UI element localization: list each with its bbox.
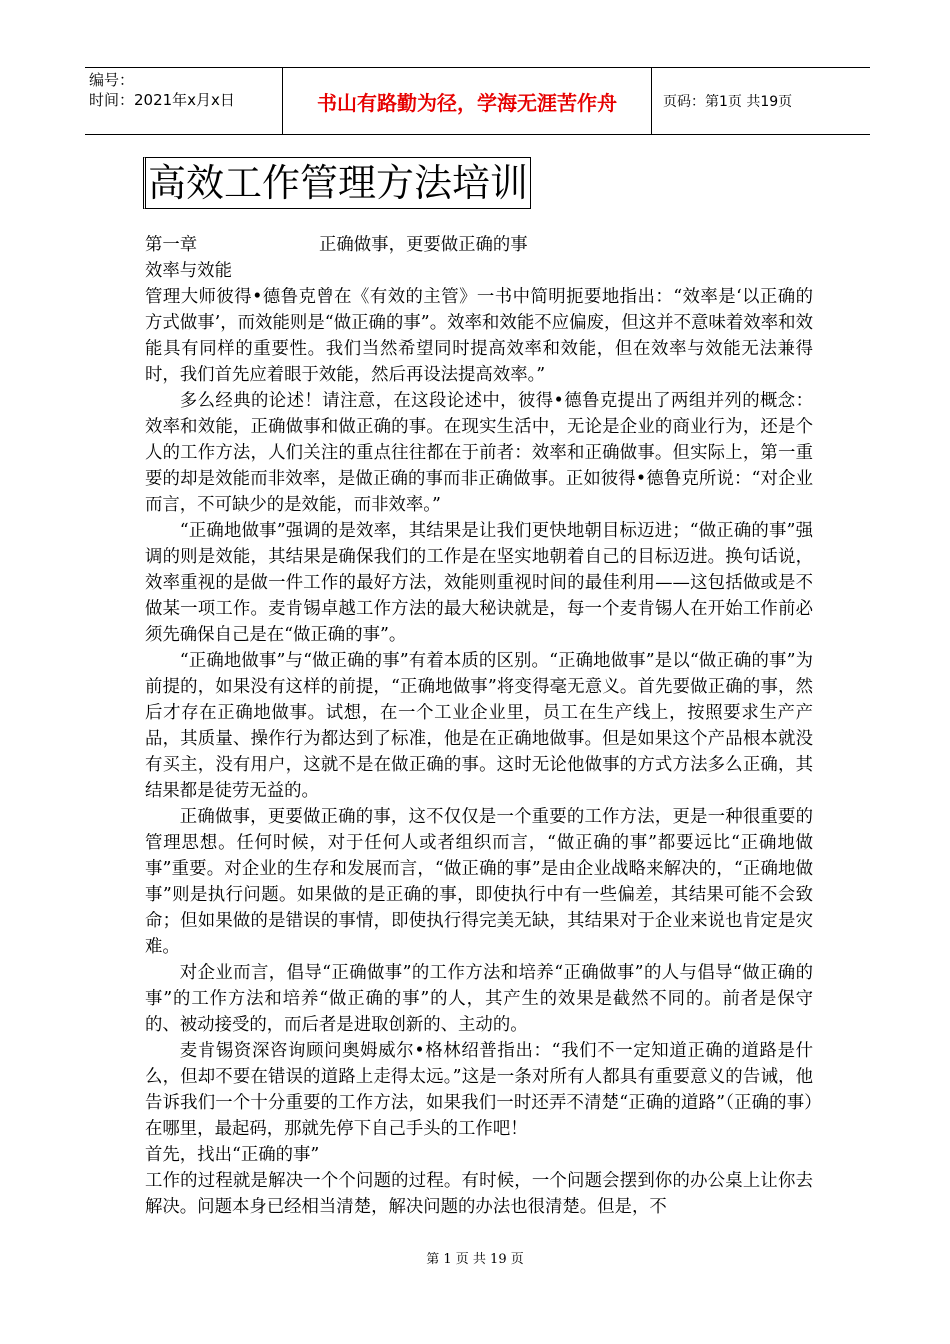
- chapter-number: 第一章: [145, 235, 198, 255]
- header-page-info: 页码：第1页 共19页: [663, 94, 793, 110]
- paragraph: 正确做事，更要做正确的事，这不仅仅是一个重要的工作方法，更是一种很重要的管理思想。任何时候，对于任何人或者组织而言，“做正确的事”都要远比“正确地做事”重要。对企业的生存和发展而言，“做正确的事”是由企业战略来解决的，“正确地做事”则是执行问题。如果做的是正确的事，即使执行中有一些偏差，其结果可能不会致命；但如果做的是错误的事情，即使执行得完美无缺，其结果对于企业来说也肯定是灾难。: [145, 807, 813, 957]
- paragraph: “正确地做事”强调的是效率，其结果是让我们更快地朝目标迈进；“做正确的事”强调的则是效能，其结果是确保我们的工作是在坚实地朝着自己的目标迈进。换句话说，效率重视的是做一件工作的最好方法，效能则重视时间的最佳利用——这包括做或是不做某一项工作。麦肯锡卓越工作方法的最大秘诀就是，每一个麦肯锡人在开始工作前必须先确保自己是在“做正确的事”。: [145, 521, 813, 645]
- time-label: 时间：2021年x月x日: [89, 91, 235, 109]
- number-label: 编号：: [89, 71, 135, 89]
- chapter-name: 正确做事，更要做正确的事: [319, 235, 528, 255]
- header-meta: [85, 68, 282, 134]
- chapter-heading: [145, 232, 813, 258]
- header-table: [85, 67, 870, 135]
- document-body: [145, 232, 813, 1220]
- paragraph: 对企业而言，倡导“正确做事”的工作方法和培养“正确做事”的人与倡导“做正确的事”的工作方法和培养“做正确的事”的人，其产生的效果是截然不同的。前者是保守的、被动接受的，而后者是进取创新的、主动的。: [145, 963, 813, 1035]
- subsection-title: 首先，找出“正确的事”: [145, 1145, 320, 1165]
- paragraph: “正确地做事”与“做正确的事”有着本质的区别。“正确地做事”是以“做正确的事”为前提的，如果没有这样的前提，“正确地做事”将变得毫无意义。首先要做正确的事，然后才存在正确地做事。试想，在一个工业企业里，员工在生产线上，按照要求生产产品，其质量、操作行为都达到了标准，他是在正确地做事。但是如果这个产品根本就没有买主，没有用户，这就不是在做正确的事。这时无论他做事的方式方法多么正确，其结果都是徒劳无益的。: [145, 651, 813, 801]
- header-motto: 书山有路勤为径，学海无涯苦作舟: [282, 68, 652, 134]
- page-footer: 第 1 页 共 19 页: [426, 1252, 524, 1267]
- document-title: 高效工作管理方法培训: [143, 157, 531, 209]
- paragraph: 管理大师彼得•德鲁克曾在《有效的主管》一书中简明扼要地指出：“效率是‘以正确的方式做事’，而效能则是“做正确的事”。效率和效能不应偏废，但这并不意味着效率和效能具有同样的重要性。我们当然希望同时提高效率和效能，但在效率与效能无法兼得时，我们首先应着眼于效能，然后再设法提高效率。”: [145, 287, 813, 385]
- paragraph: 麦肯锡资深咨询顾问奥姆威尔•格林绍普指出：“我们不一定知道正确的道路是什么，但却不要在错误的道路上走得太远。”这是一条对所有人都具有重要意义的告诫，他告诉我们一个十分重要的工作方法，如果我们一时还弄不清楚“正确的道路”（正确的事）在哪里，最起码，那就先停下自己手头的工作吧！: [145, 1041, 813, 1139]
- paragraph: 多么经典的论述！请注意，在这段论述中，彼得•德鲁克提出了两组并列的概念：效率和效能，正确做事和做正确的事。在现实生活中，无论是企业的商业行为，还是个人的工作方法，人们关注的重点往往都在于前者：效率和正确做事。但实际上，第一重要的却是效能而非效率，是做正确的事而非正确做事。正如彼得•德鲁克所说：“对企业而言，不可缺少的是效能，而非效率。”: [145, 391, 813, 515]
- section-title: 效率与效能: [145, 261, 232, 281]
- paragraph: 工作的过程就是解决一个个问题的过程。有时候，一个问题会摆到你的办公桌上让你去解决。问题本身已经相当清楚，解决问题的办法也很清楚。但是，不: [145, 1171, 813, 1217]
